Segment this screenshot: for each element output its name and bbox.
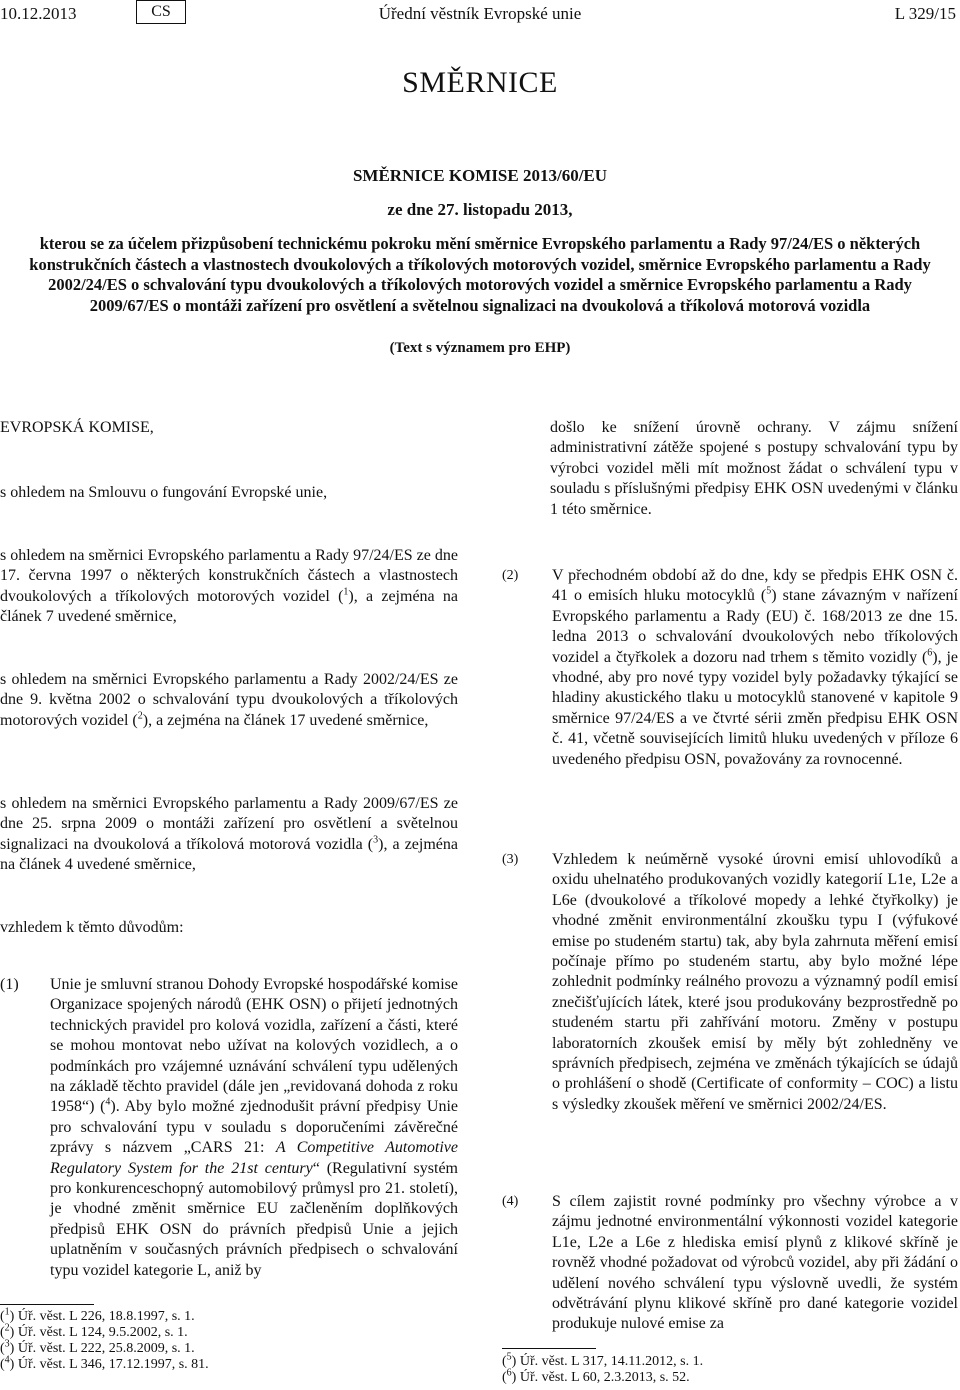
footnote-number: 1 (4, 1306, 10, 1318)
footnotes-left (0, 1306, 460, 1373)
citation-2002-24 (0, 670, 458, 731)
citation-text: ), a zejména na článek 7 uvedené směrnice, (0, 587, 459, 626)
footnotes-right (502, 1351, 958, 1386)
footnote-text: Úř. věst. L 226, 18.8.1997, s. 1. (17, 1309, 195, 1324)
footnote-marker: 6 (927, 647, 933, 659)
eea-relevance-note: (Text s významem pro EHP) (389, 340, 571, 356)
journal-title: Úřední věstník Evropské unie (378, 4, 582, 23)
recital-text: S cílem zajistit rovné podmínky pro všechny výrobce a v zájmu jednotné environmentální výkonnosti vozidel kategorie L1e, L2e a L6e z hlediska emisí plynů z klikové skříně je rovněž vhodné požadovat od výrobců vozidel, aby při žádání o udělení nového schválení typu výslovně uvedli, že systém odvětrávání plynu klikové skříně pro dané kategorie vozidel produkuje nulové emise za (552, 1193, 958, 1333)
footnote-number: 5 (506, 1351, 512, 1363)
language-badge: CS (136, 0, 186, 24)
treaty-text: s ohledem na Smlouvu o fungování Evropské unie, (0, 484, 328, 501)
citation-2009-67 (0, 794, 458, 876)
footnote-text: Úř. věst. L 317, 14.11.2012, s. 1. (519, 1354, 704, 1369)
footnote: ($^1$) Úř. věst. L 226, 18.8.1997, s. 1. (0, 1306, 195, 1324)
citation-text: s ohledem na směrnici Evropského parlamentu a Rady 2002/24/ES ze dne 9. května 2002 o schvalování typu dvoukolových a tříkolových motorových vozidel ( (0, 671, 458, 729)
footnote-marker: 5 (766, 586, 772, 598)
recital-text-part: Unie je smluvní stranou Dohody Evropské hospodářské komise Organizace spojených národů (EHK OSN) o přijetí jednotných technických pravidel pro kolová vozidla, zařízení a části, které se mohou montovat nebo užívat na kolových vozidlech, a o podmínkách pro vzájemné uznávání schválení typu udělených na základě těchto pravidel (dále jen „revidovaná dohoda z roku 1958“) ( (50, 976, 458, 1116)
citation-text: s ohledem na směrnici Evropského parlamentu a Rady 97/24/ES ze dne 17. června 1997 o některých konstrukčních částech a vlastnostech dvoukolových a tříkolových motorových vozidel ( (0, 547, 458, 605)
footnote: ($^2$) Úř. věst. L 124, 9.5.2002, s. 1. (0, 1322, 188, 1340)
recital-2 (502, 566, 958, 770)
commission-text: EVROPSKÁ KOMISE, (0, 419, 154, 436)
title-block (0, 166, 960, 357)
whereas-heading (0, 918, 458, 938)
recital-1-continuation (550, 418, 958, 520)
footnote: ($^3$) Úř. věst. L 222, 25.8.2009, s. 1. (0, 1338, 195, 1356)
recital-number: (1) (0, 976, 19, 993)
footnote-text: Úř. věst. L 124, 9.5.2002, s. 1. (17, 1325, 188, 1340)
footnote-number: 3 (4, 1338, 10, 1350)
recital-number: (3) (502, 852, 519, 867)
footnote-number: 2 (4, 1322, 10, 1334)
treaty-citation (0, 483, 458, 503)
footnote-number: 4 (4, 1354, 10, 1366)
document-type-heading: SMĚRNICE (402, 66, 558, 99)
citation-97-24 (0, 546, 458, 628)
footnote-marker: 1 (343, 586, 349, 598)
whereas-text: vzhledem k těmto důvodům: (0, 919, 184, 936)
recital-text-part: “ (Regulativní systém pro konkurenceschopný automobilový průmysl pro 21. století), je vhodné změnit směrnice EU začleněním doplňkových předpisů EHK OSN do právních předpisů Unie a jejich uplatněním v současných právních předpisech o schvalování typu vozidel kategorie L, aniž by (50, 1159, 459, 1279)
recital-italic-title: A Competitive Automotive Regulatory System for the 21st century (50, 1139, 458, 1177)
footnote-number: 6 (506, 1367, 512, 1379)
recital-text-part: ) stane závazným v nařízení Evropského parlamentu a Rady (EU) č. 168/2013 ze dne 15. ledna 2013 o schvalování dvoukolových nebo tříkolových vozidel a čtyřkolek a dozoru nad trhem s těmito vozidly ( (552, 587, 959, 666)
footnote: ($^4$) Úř. věst. L 346, 17.12.1997, s. 81. (0, 1354, 209, 1372)
recital-1 (0, 975, 458, 1281)
footnote: ($^5$) Úř. věst. L 317, 14.11.2012, s. 1. (502, 1351, 704, 1369)
recital-text-part: V přechodném období až do dne, kdy se předpis EHK OSN č. 41 o emisích hluku motocyklů ( (552, 567, 958, 605)
footnote-text: Úř. věst. L 60, 2.3.2013, s. 52. (519, 1370, 690, 1385)
recital-text (552, 566, 958, 770)
recital-text-part: ). Aby bylo možné zjednodušit právní předpisy Unie pro schvalování typu v souladu s doporučeními závěrečné zprávy s názvem „CARS 21: (50, 1098, 458, 1157)
recital-text: Vzhledem k neúměrně vysoké úrovni emisí uhlovodíků a oxidu uhelnatého produkovaných vozidly kategorií L1e, L2e a L6e (dvoukolové a tříkolové mopedy a lehké čtyřkolky) je vhodné změnit environmentální zkoušku typu I (výfukové emise po studeném startu) tak, aby byla zahrnuta měření emisí počínaje přímo po studeném startu, aby bylo možné lépe zohlednit podmínky reálného provozu a významný podíl emisí znečišťujících látek, které jsou produkovány bezprostředně po studeném startu při zahřívání motoru. Změny v postupu laboratorních zkoušek emisí by měly být zohledněny ve správních předpisech, zejména ve změnách týkajících se údajů o prohlášení o shodě (Certificate of conformity – COC) a listu s výsledky zkoušek měření ve směrnici 2002/24/ES. (552, 851, 958, 1113)
footnote-marker: 2 (137, 710, 143, 722)
footnote-rule (0, 1304, 94, 1305)
footnote: ($^6$) Úř. věst. L 60, 2.3.2013, s. 52. (502, 1367, 690, 1385)
recital-text-part: ), je vhodné, aby pro nové typy vozidel byly požadavky týkající se hladiny akustického tlaku u motocyklů stanovené v kapitole 9 směrnice 97/24/ES a ve čtvrté sérii změn předpisu EHK OSN č. 41, včetně souvisejících limitů hluku uvedených v příloze 6 uvedeného předpisu OSN, považovány za rovnocenné. (552, 648, 959, 768)
recital-4 (502, 1192, 958, 1335)
directive-subject: kterou se za účelem přizpůsobení technickému pokroku mění směrnice Evropského parlamentu a Rady 97/24/ES o některých konstrukčních částech a vlastnostech dvoukolových a tříkolových motorových vozidel, směrnice Evropského parlamentu a Rady 2002/24/ES o schvalování typu dvoukolových a tříkolových motorových vozidel a směrnice Evropského parlamentu a Rady 2009/67/ES o montáži zařízení pro osvětlení a světelnou signalizaci na dvoukolová a tříkolová motorová vozidla (29, 234, 931, 315)
recital-number: (2) (502, 568, 519, 583)
header-date: 10.12.2013 (0, 4, 77, 23)
commission-heading (0, 418, 458, 438)
citation-text: ), a zejména na článek 17 uvedené směrnice, (142, 711, 429, 729)
recital-text (50, 975, 458, 1281)
footnote-marker: 3 (373, 834, 379, 846)
footnote-text: Úř. věst. L 222, 25.8.2009, s. 1. (17, 1341, 195, 1356)
citation-text: ), a zejména na článek 4 uvedené směrnice, (0, 835, 458, 874)
page-reference: L 329/15 (894, 4, 956, 23)
directive-date: ze dne 27. listopadu 2013, (387, 200, 573, 219)
citation-text: s ohledem na směrnici Evropského parlamentu a Rady 2009/67/ES ze dne 25. srpna 2009 o montáži zařízení pro osvětlení a světelnou signalizaci na dvoukolová a tříkolová motorová vozidla ( (0, 795, 458, 853)
recital-3 (502, 850, 958, 1115)
recital-text: došlo ke snížení úrovně ochrany. V zájmu snížení administrativní zátěže spojené s postupy schvalování typu by výrobci vozidel měli mít možnost žádat o schválení typu v souladu s příslušnými předpisy EHK OSN uvedenými v článku 1 této směrnice. (550, 419, 958, 518)
footnote-marker: 4 (105, 1097, 111, 1109)
footnote-text: Úř. věst. L 346, 17.12.1997, s. 81. (17, 1357, 209, 1372)
directive-title: SMĚRNICE KOMISE 2013/60/EU (352, 166, 608, 185)
footnote-rule (502, 1348, 596, 1349)
recital-number: (4) (502, 1194, 519, 1209)
